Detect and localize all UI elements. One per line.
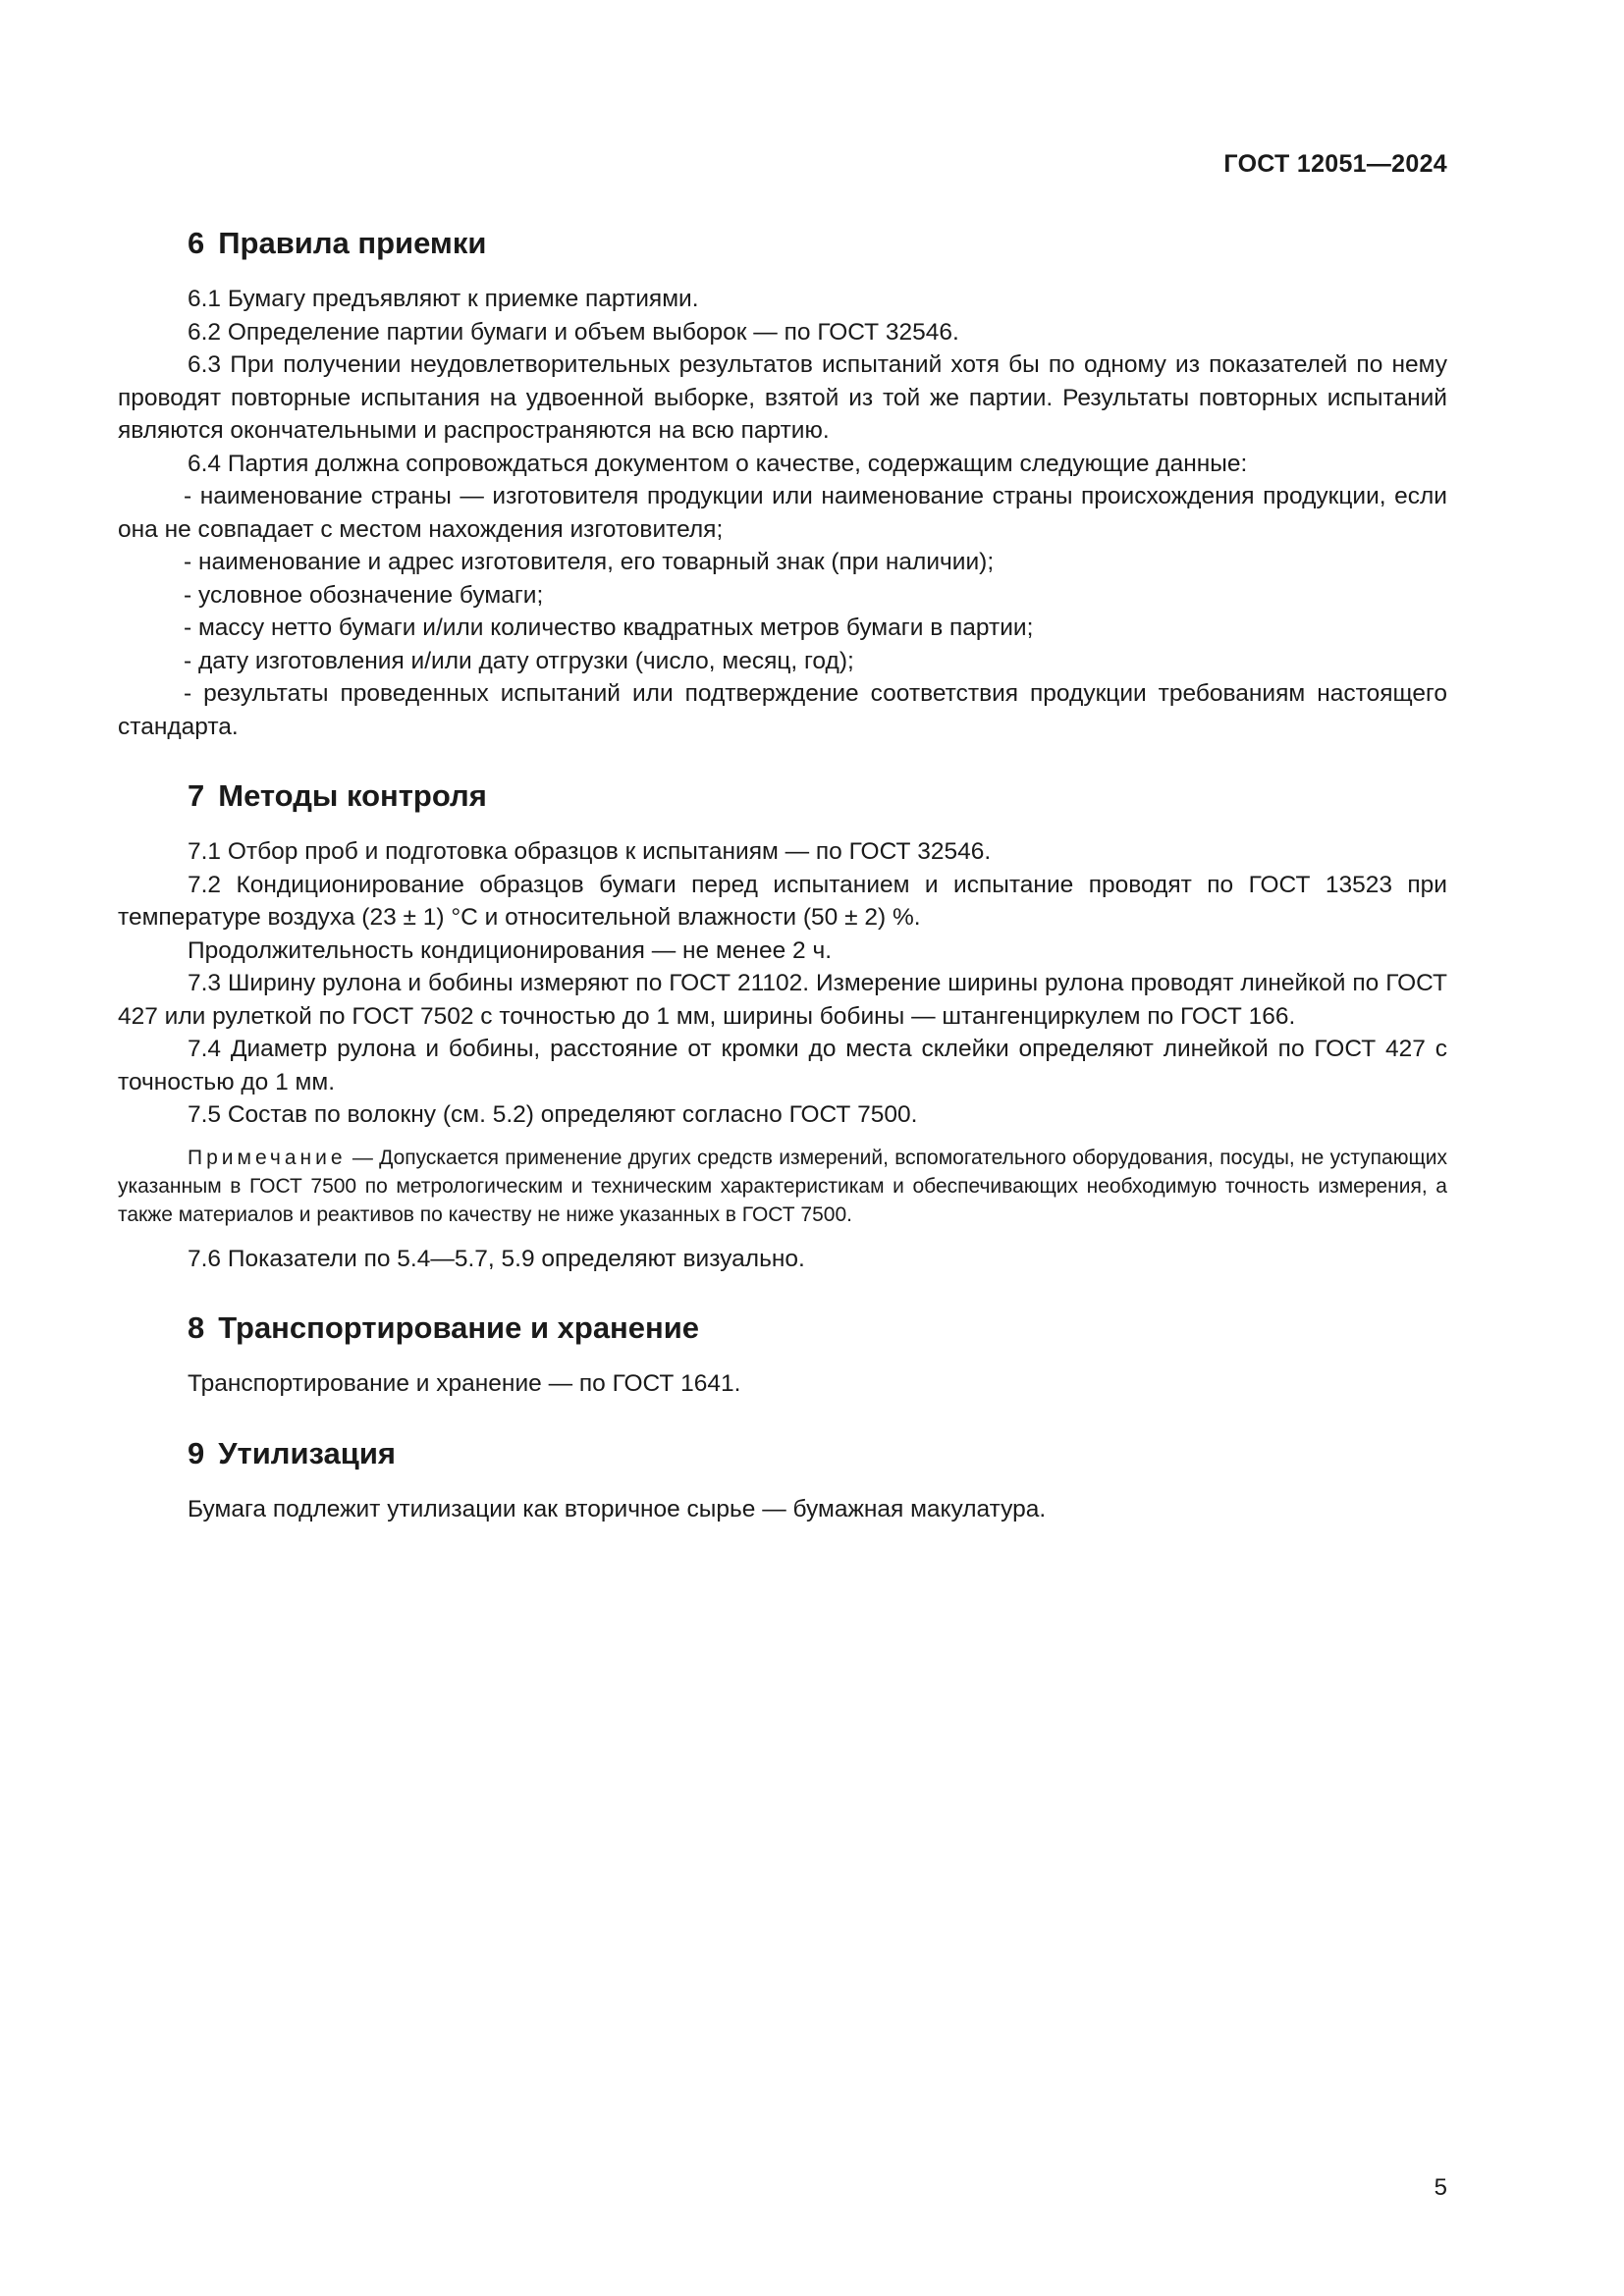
section-6 [118,224,1447,743]
paragraph-6-1: 6.1 Бумагу предъявляют к приемке партиями. [188,286,699,312]
paragraph-7-2: 7.2 Кондиционирование образцов бумаги перед испытанием и испытание проводят по ГОСТ 13523 при температуре воздуха (23 ± 1) °С и относительной влажности (50 ± 2) %. [118,871,1447,931]
list-item: - наименование страны — изготовителя продукции или наименование страны происхождения продукции, если она не совпадает с местом нахождения изготовителя; [118,483,1447,543]
section-heading [118,224,1447,263]
list-item: - результаты проведенных испытаний или подтверждение соответствия продукции требованиям настоящего стандарта. [118,680,1447,740]
list-item: - дату изготовления и/или дату отгрузки (число, месяц, год); [184,647,854,674]
section-heading [118,776,1447,816]
paragraph-9: Бумага подлежит утилизации как вторичное сырье — бумажная макулатура. [188,1495,1047,1522]
section-heading [118,1434,1447,1473]
section-title: Методы контроля [218,778,487,813]
paragraph-7-6: 7.6 Показатели по 5.4—5.7, 5.9 определяют визуально. [188,1245,805,1272]
section-9 [118,1434,1447,1526]
paragraph-7-2-duration: Продолжительность кондиционирования — не менее 2 ч. [188,936,833,964]
paragraph-7-5: 7.5 Состав по волокну (см. 5.2) определяют согласно ГОСТ 7500. [188,1101,918,1128]
list-item: - наименование и адрес изготовителя, его товарный знак (при наличии); [184,549,995,575]
paragraph-6-3: 6.3 При получении неудовлетворительных результатов испытаний хотя бы по одному из показателей по нему проводят повторные испытания на удвоенной выборке, взятой из той же партии. Результаты повторных испытаний являются окончательными и распространяются на всю партию. [118,351,1447,444]
paragraph-7-1: 7.1 Отбор проб и подготовка образцов к испытаниям — по ГОСТ 32546. [188,838,992,865]
note [118,1144,1447,1229]
note-text: — Допускается применение других средств измерений, вспомогательного оборудования, посуды, не уступающих указанным в ГОСТ 7500 по метрологическим и техническим характеристикам и обеспечивающих необходимую точность измерения, а также материалов и реактивов по качеству не ниже указанных в ГОСТ 7500. [118,1146,1447,1226]
section-7 [118,776,1447,1275]
document-code-header: ГОСТ 12051—2024 [1223,150,1447,178]
list-item: - массу нетто бумаги и/или количество квадратных метров бумаги в партии; [184,614,1034,641]
section-title: Утилизация [218,1435,396,1470]
paragraph-7-3: 7.3 Ширину рулона и бобины измеряют по ГОСТ 21102. Измерение ширины рулона проводят линейкой по ГОСТ 427 или рулеткой по ГОСТ 7502 с точностью до 1 мм, ширины бобины — штангенциркулем по ГОСТ 166. [118,970,1447,1030]
note-label: Примечание [188,1146,347,1169]
paragraph-8: Транспортирование и хранение — по ГОСТ 1641. [188,1370,741,1397]
section-8 [118,1308,1447,1401]
section-title: Транспортирование и хранение [218,1310,700,1345]
section-number: 6 [188,226,205,260]
section-number: 8 [188,1310,205,1345]
section-heading [118,1308,1447,1348]
section-title: Правила приемки [218,226,487,260]
document-body [118,224,1447,1559]
list-item: - условное обозначение бумаги; [184,581,544,609]
paragraph-6-2: 6.2 Определение партии бумаги и объем выборок — по ГОСТ 32546. [188,318,959,346]
paragraph-7-4: 7.4 Диаметр рулона и бобины, расстояние от кромки до места склейки определяют линейкой по ГОСТ 427 с точностью до 1 мм. [118,1036,1447,1095]
section-number: 9 [188,1435,205,1470]
paragraph-6-4: 6.4 Партия должна сопровождаться документом о качестве, содержащим следующие данные: [188,450,1248,477]
page-number: 5 [1434,2174,1447,2201]
section-number: 7 [188,778,205,813]
